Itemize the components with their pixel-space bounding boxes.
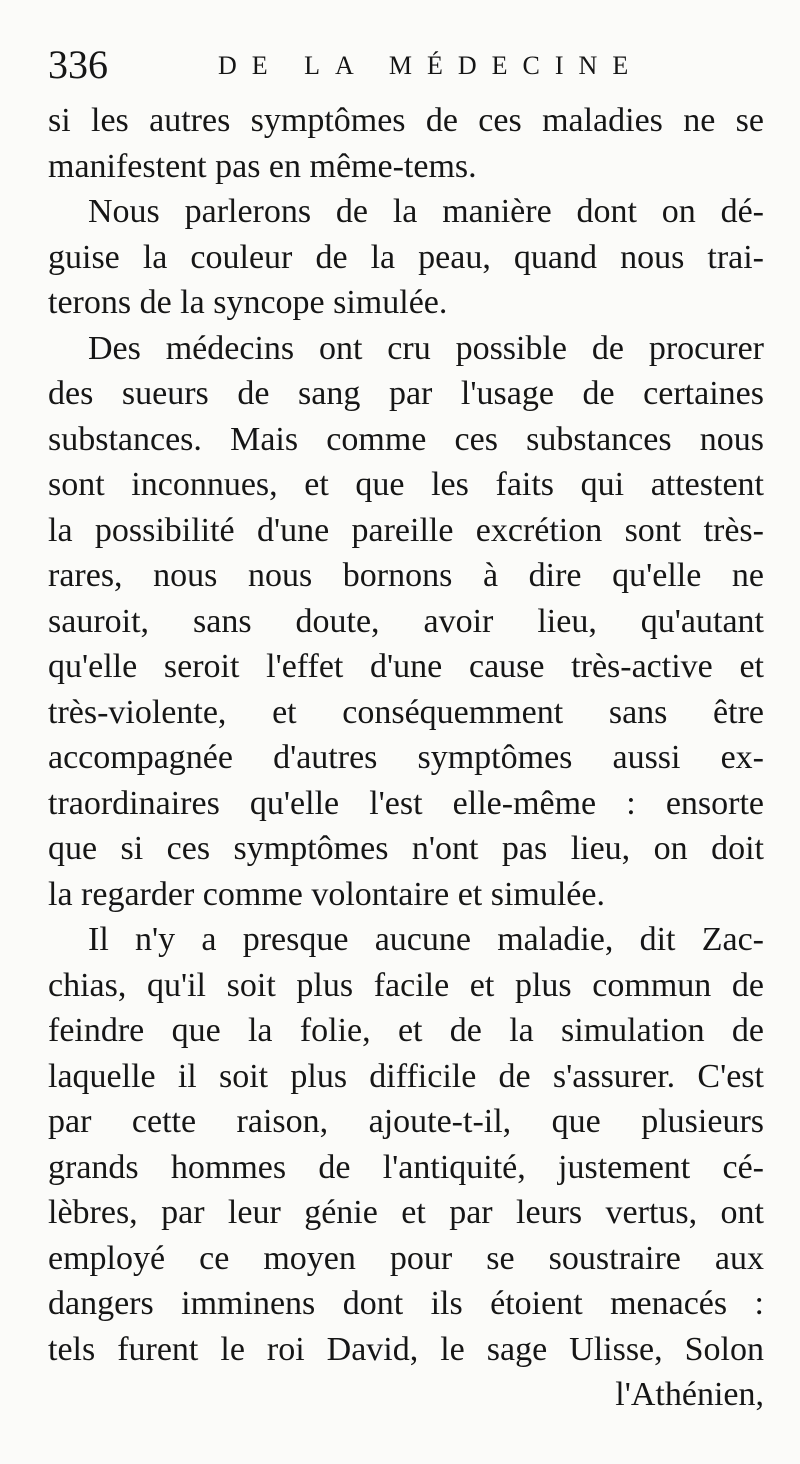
text-line: Des médecins ont cru possible de procurer bbox=[88, 329, 764, 367]
page-header bbox=[48, 40, 768, 90]
text-line: lèbres, par leur génie et par leurs vertus, ont bbox=[48, 1194, 764, 1231]
text-line: si les autres symptômes de ces maladies ne se bbox=[48, 102, 764, 139]
text-line: la regarder comme volontaire et simulée. bbox=[48, 875, 605, 913]
running-title: DE LA MÉDECINE bbox=[218, 51, 644, 80]
text-line: traordinaires qu'elle l'est elle-même : ensorte bbox=[48, 784, 764, 822]
text-line: Il n'y a presque aucune maladie, dit Zac- bbox=[88, 921, 764, 958]
text-line: sauroit, sans doute, avoir lieu, qu'autant bbox=[48, 602, 764, 640]
text-line: guise la couleur de la peau, quand nous trai- bbox=[48, 238, 764, 276]
text-line: manifestent pas en même-tems. bbox=[48, 147, 477, 185]
text-line: chias, qu'il soit plus facile et plus commun de bbox=[48, 966, 764, 1004]
catchword-line: l'Athénien, bbox=[615, 1376, 764, 1413]
text-line: accompagnée d'autres symptômes aussi ex- bbox=[48, 739, 764, 776]
text-line: laquelle il soit plus difficile de s'assurer. C'est bbox=[48, 1057, 764, 1095]
text-line: qu'elle seroit l'effet d'une cause très-active et bbox=[48, 648, 764, 685]
body-text bbox=[48, 98, 764, 1418]
page-number: 336 bbox=[48, 42, 108, 87]
text-line: feindre que la folie, et de la simulation de bbox=[48, 1012, 764, 1049]
text-line: dangers imminens dont ils étoient menacés : bbox=[48, 1285, 764, 1322]
text-line: par cette raison, ajoute-t-il, que plusieurs bbox=[48, 1103, 764, 1140]
text-line: des sueurs de sang par l'usage de certaines bbox=[48, 375, 764, 412]
text-line: que si ces symptômes n'ont pas lieu, on doit bbox=[48, 830, 764, 867]
text-line: rares, nous nous bornons à dire qu'elle ne bbox=[48, 557, 764, 594]
text-line: sont inconnues, et que les faits qui attestent bbox=[48, 466, 764, 503]
text-line: substances. Mais comme ces substances nous bbox=[48, 420, 764, 458]
text-line: tels furent le roi David, le sage Ulisse, Solon bbox=[48, 1330, 764, 1368]
text-line: employé ce moyen pour se soustraire aux bbox=[48, 1239, 764, 1277]
text-line: Nous parlerons de la manière dont on dé- bbox=[88, 193, 764, 230]
text-line: terons de la syncope simulée. bbox=[48, 284, 448, 321]
text-line: très-violente, et conséquemment sans être bbox=[48, 693, 764, 731]
text-line: la possibilité d'une pareille excrétion sont très- bbox=[48, 511, 764, 549]
text-line: grands hommes de l'antiquité, justement cé- bbox=[48, 1148, 764, 1186]
